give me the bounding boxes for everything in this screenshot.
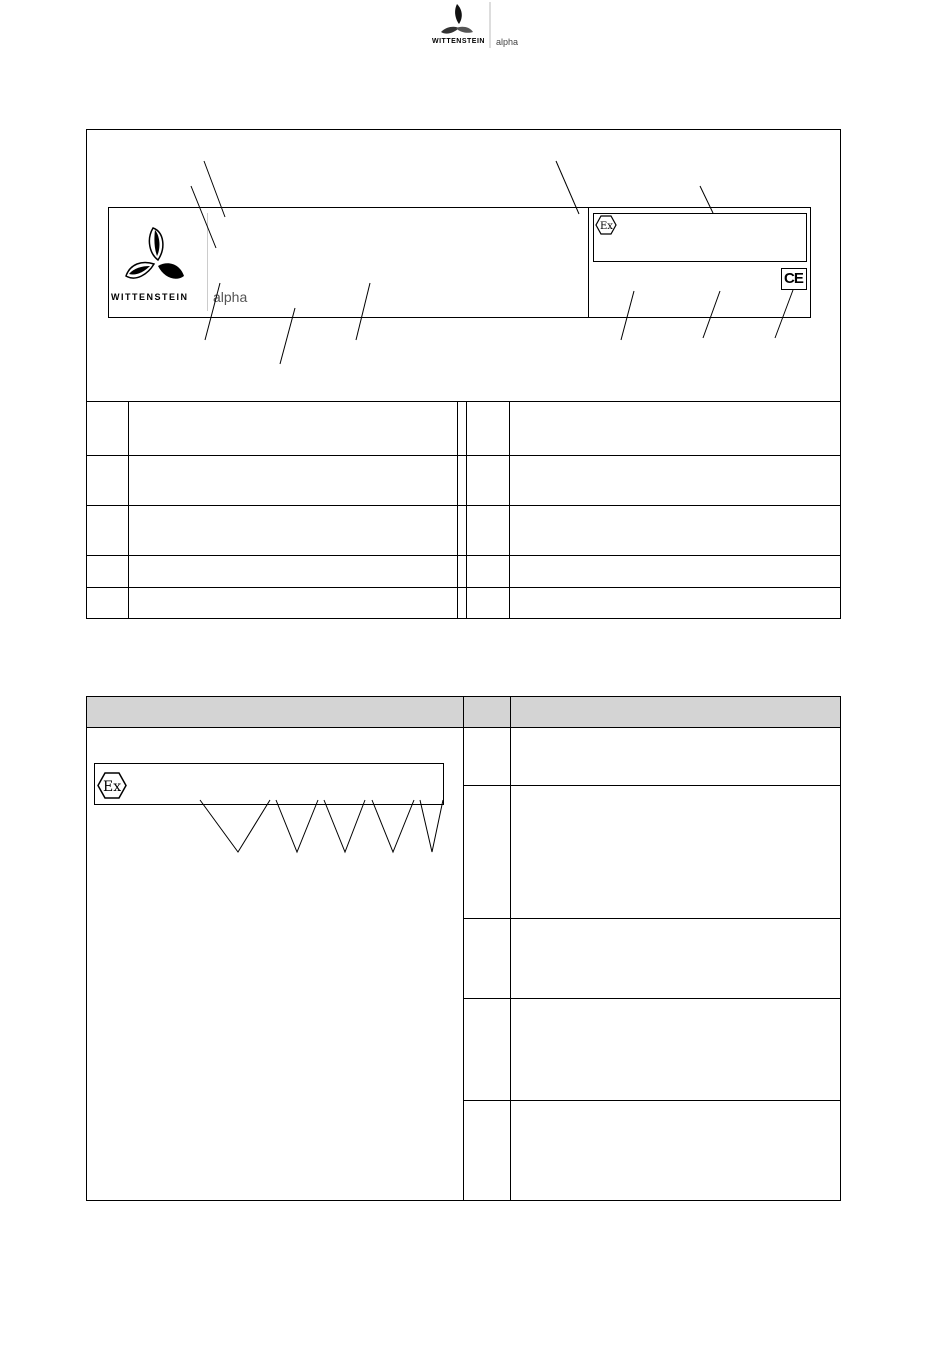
marking-number [464, 999, 511, 1101]
marking-text [511, 999, 841, 1101]
nameplate-brand-text: WITTENSTEIN [111, 292, 189, 302]
nameplate-product-text: alpha [213, 289, 248, 305]
marking-text [511, 919, 841, 999]
marking-text [511, 1101, 841, 1201]
header-brand-text: WITTENSTEIN [432, 38, 485, 45]
marking-number [464, 1101, 511, 1201]
svg-text:Ex: Ex [600, 221, 613, 232]
marking-number [464, 919, 511, 999]
header-product-text: alpha [496, 37, 519, 47]
ce-mark: CE [784, 270, 803, 287]
svg-text:Ex: Ex [103, 779, 122, 795]
